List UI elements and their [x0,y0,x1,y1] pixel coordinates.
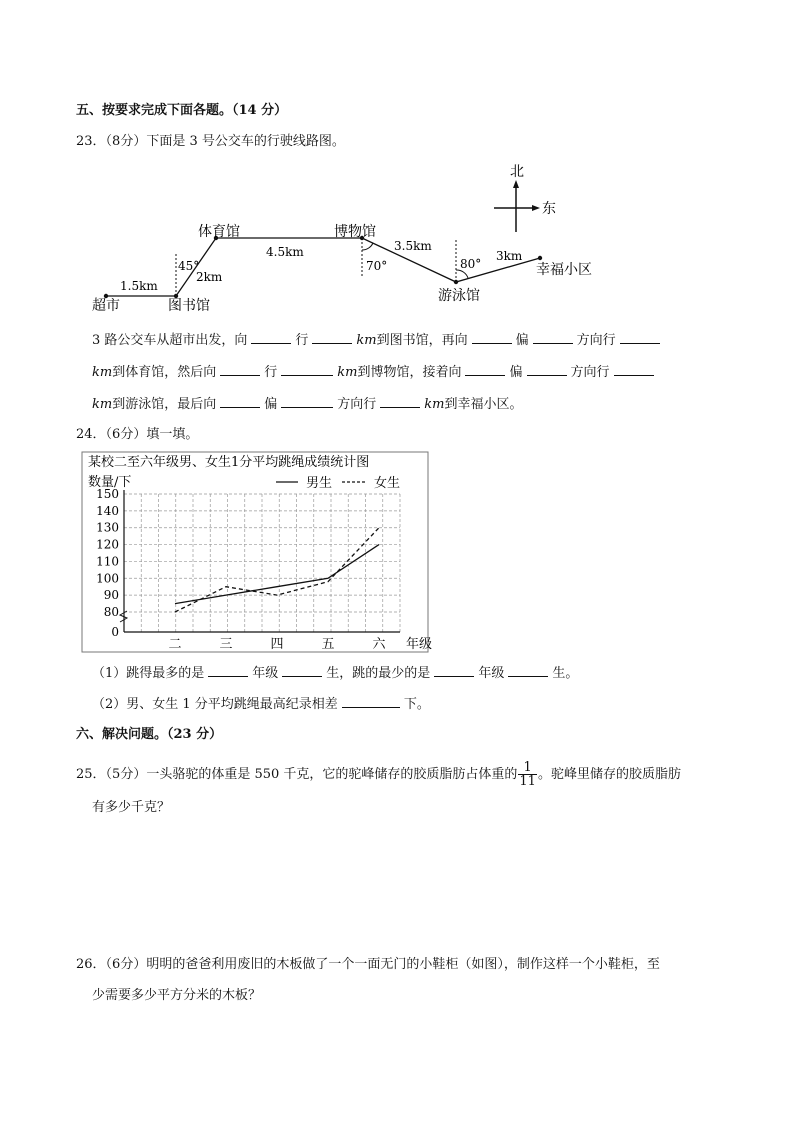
answer-blank[interactable] [251,331,291,344]
q24-text: 年级 [252,666,279,681]
question-23-line-2 [92,363,658,381]
x-tick-label: 六 [372,637,386,652]
question-26-line-1: 26．（6分）明明的爸爸利用废旧的木板做了一个一面无门的小鞋柜（如图），制作这样一个小鞋柜，至 [76,957,660,972]
angle-arc-70 [362,243,373,250]
q24-text: 年级 [478,666,505,681]
q24-text: （1）跳得最多的是 [92,666,205,681]
stop-marker [454,280,458,284]
q23-text: 到幸福小区。 [444,397,523,412]
question-25-line-2: 有多少千克？ [92,800,171,815]
angle-label: 80° [460,257,482,271]
bus-route-map [80,158,610,318]
place-library: 图书馆 [168,298,210,314]
place-community: 幸福小区 [536,262,592,278]
answer-blank[interactable] [465,363,505,376]
q23-text: 偏 [515,333,529,348]
fraction-denominator: 11 [519,774,536,789]
stop-marker [538,256,542,260]
legend-label-boys: 男生 [306,476,333,491]
x-tick-label: 二 [168,637,182,652]
q23-text: 到博物馆，接着向 [357,365,462,380]
answer-blank[interactable] [380,395,420,408]
fraction-numerator: 1 [518,761,537,775]
q23-text: 到图书馆，再向 [376,333,468,348]
q23-text: 偏 [264,397,278,412]
q23-text: 到体育馆，然后向 [112,365,217,380]
fraction [518,761,537,788]
compass-north-label: 北 [510,164,524,180]
place-supermarket: 超市 [92,298,120,314]
answer-blank[interactable] [312,331,352,344]
answer-blank[interactable] [220,363,260,376]
answer-blank[interactable] [281,363,333,376]
angle-label: 70° [366,259,388,273]
q23-unit: km [356,333,377,348]
q23-unit: km [92,397,113,412]
answer-blank[interactable] [281,395,333,408]
angle-arc-80 [456,270,468,278]
answer-blank[interactable] [614,363,654,376]
answer-blank[interactable] [527,363,567,376]
y-tick-label: 110 [96,554,119,569]
y-tick-label: 130 [96,520,119,535]
q23-text: 方向行 [570,365,610,380]
y-tick-label: 140 [96,503,119,518]
q23-text: 偏 [509,365,523,380]
question-25-line-1 [76,761,681,788]
y-tick-label: 120 [96,537,119,552]
answer-blank[interactable] [282,664,322,677]
q23-text: 行 [264,365,278,380]
answer-blank[interactable] [533,331,573,344]
angle-label: 45° [178,259,200,273]
y-tick-label: 150 [96,487,119,501]
q23-text: 3 路公交车从超市出发，向 [92,333,248,348]
axis-break-icon [120,611,127,622]
question-26-line-2: 少需要多少平方分米的木板？ [92,988,262,1003]
jump-rope-line-chart [80,448,440,658]
q25-text: 。驼峰里储存的胶质脂肪 [537,767,681,782]
distance-label: 3km [496,249,523,263]
q25-text: 25．（5分）一头骆驼的体重是 550 千克，它的驼峰储存的胶质脂肪占体重的 [76,767,518,782]
question-23-header: 23．（8分）下面是 3 号公交车的行驶线路图。 [76,134,345,149]
x-tick-label: 三 [219,637,233,652]
q23-unit: km [92,365,113,380]
compass-east-arrow-icon [532,205,540,211]
y-tick-label: 100 [96,571,119,586]
section-title: 五、按要求完成下面各题。（14 分） [76,103,288,118]
y-tick-label: 0 [111,625,119,639]
answer-blank[interactable] [620,331,660,344]
answer-blank[interactable] [208,664,248,677]
q24-text: 下。 [403,697,430,712]
answer-blank[interactable] [472,331,512,344]
question-24-header: 24．（6分）填一填。 [76,427,199,442]
compass-north-arrow-icon [513,180,519,188]
distance-label: 2km [196,270,223,284]
place-museum: 博物馆 [334,224,376,240]
legend-label-girls: 女生 [374,476,401,491]
place-stadium: 体育馆 [198,224,240,240]
x-axis-label: 年级 [406,637,433,652]
place-pool: 游泳馆 [438,288,480,304]
distance-label: 4.5km [266,245,304,259]
y-tick-label: 90 [103,588,119,603]
q23-text: 方向行 [337,397,377,412]
question-23-line-3 [92,395,523,413]
answer-blank[interactable] [220,395,260,408]
distance-label: 3.5km [394,239,432,253]
answer-blank[interactable] [508,664,548,677]
question-24-part-2 [92,695,430,713]
q23-unit: km [424,397,445,412]
x-tick-label: 五 [321,637,335,652]
answer-blank[interactable] [342,695,400,708]
chart-title: 某校二至六年级男、女生1分平均跳绳成绩统计图 [88,455,370,470]
y-tick-label: 80 [103,605,119,619]
question-23-line-1 [92,331,664,349]
section-title: 六、解决问题。（23 分） [76,727,223,742]
q24-text: 生。 [552,666,579,681]
q24-text: 生，跳的最少的是 [326,666,431,681]
q24-text: （2）男、女生 1 分平均跳绳最高纪录相差 [92,697,338,712]
y-axis-label: 数量/下 [88,475,132,490]
q23-unit: km [337,365,358,380]
compass-east-label: 东 [542,201,556,217]
x-tick-label: 四 [270,637,284,652]
answer-blank[interactable] [434,664,474,677]
q23-text: 方向行 [576,333,616,348]
distance-label: 1.5km [120,279,158,293]
q23-text: 行 [295,333,309,348]
question-24-part-1 [92,664,578,682]
q23-text: 到游泳馆，最后向 [112,397,217,412]
